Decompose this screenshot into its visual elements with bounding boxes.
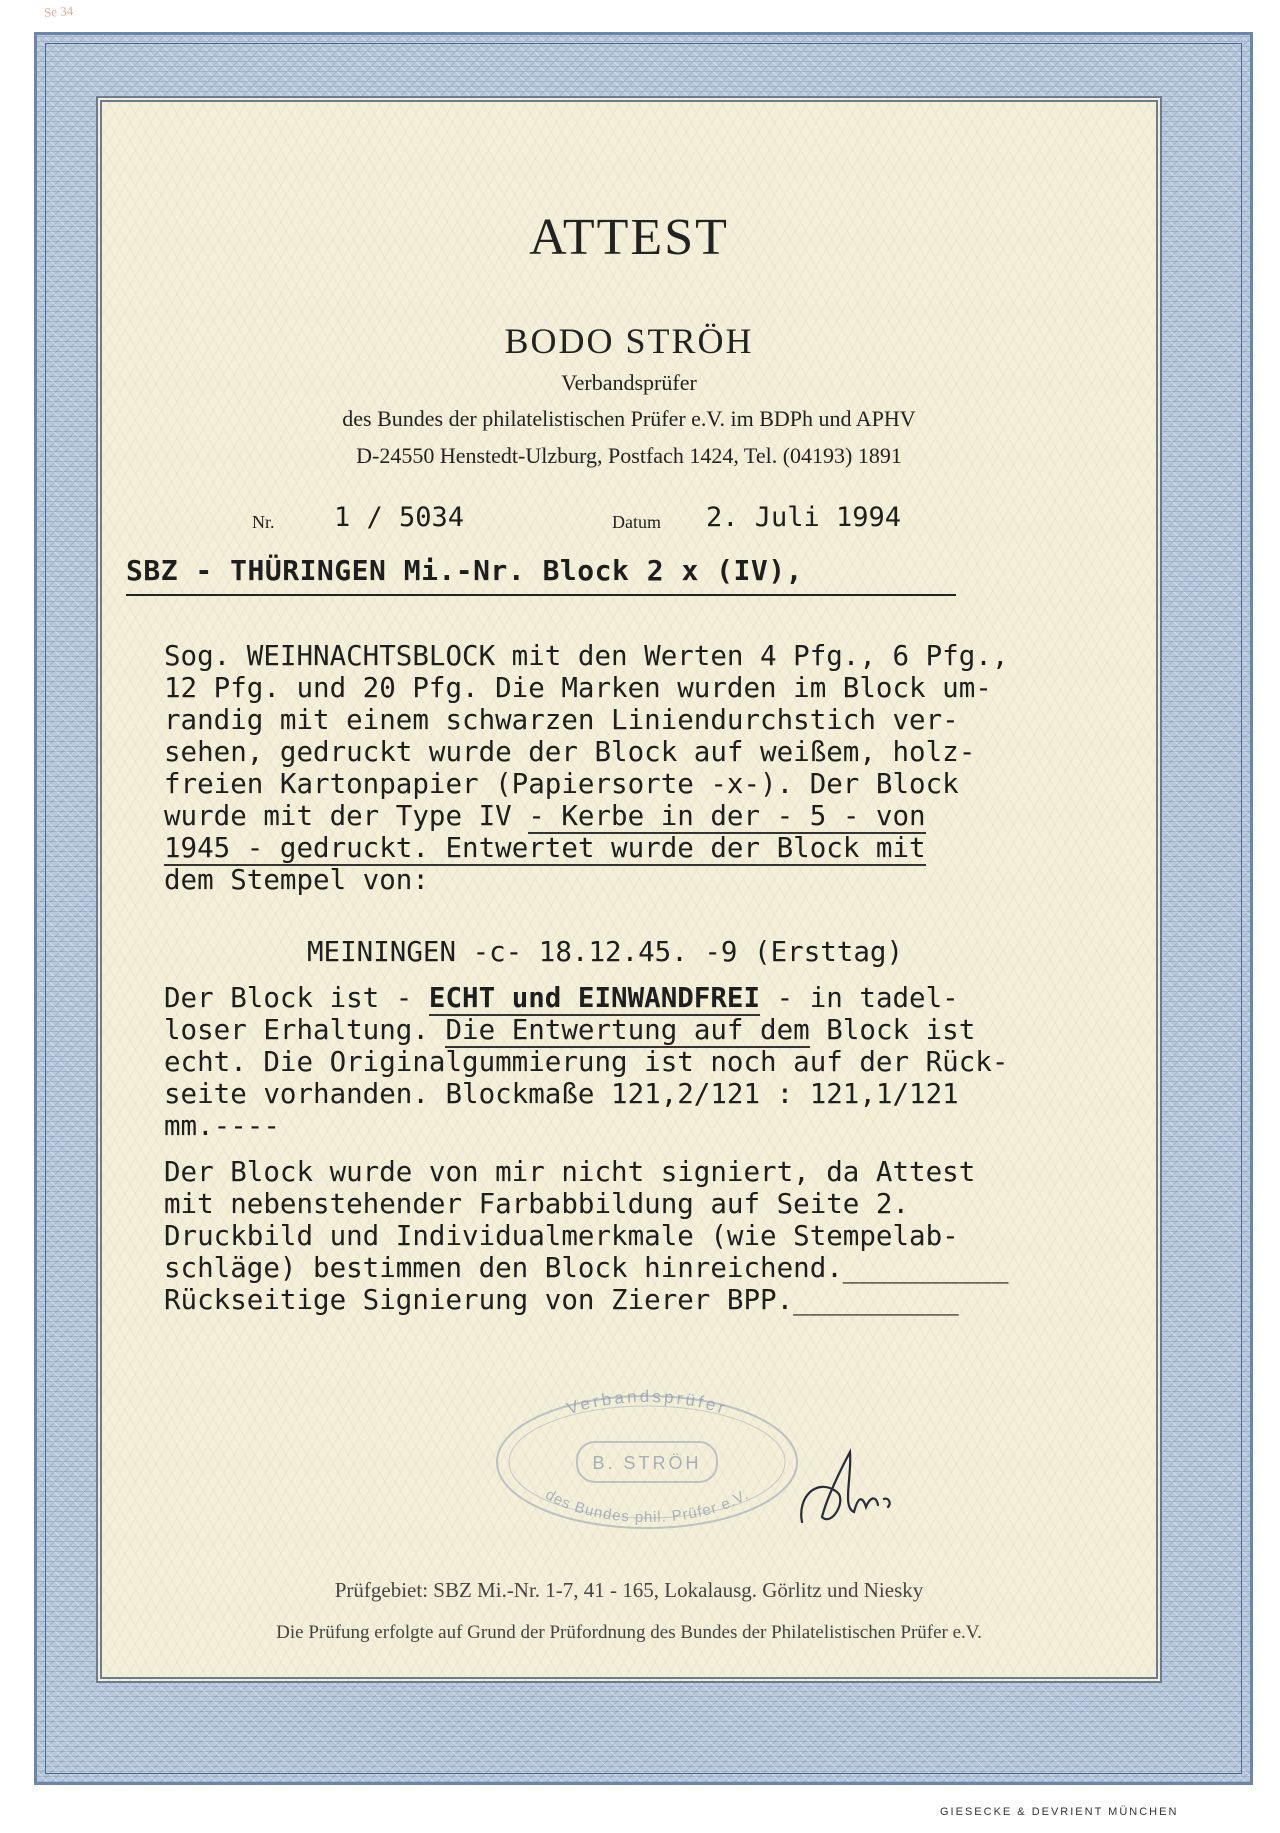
date-value: 2. Juli 1994 xyxy=(706,502,902,533)
sig-line-2: mit nebenstehender Farbabbildung auf Seite 2. xyxy=(164,1188,910,1220)
cond-line-2c: Block ist xyxy=(809,1014,976,1046)
desc-line-7b: gedruckt. Entwertet wurde der Block mit xyxy=(263,832,926,864)
nr-value: 1 / 5034 xyxy=(334,502,465,533)
certificate-title: ATTEST xyxy=(529,209,729,266)
cond-line-1c: - in tadel- xyxy=(760,982,959,1014)
verdict-echt: ECHT und EINWANDFREI xyxy=(428,982,761,1014)
sig-line-3: Druckbild und Individualmerkmale (wie Stempelab- xyxy=(164,1220,959,1252)
cond-line-1a: Der Block ist - xyxy=(164,982,429,1014)
stamp-bottom-text: des Bundes phil. Prüfer e.V. xyxy=(542,1486,752,1527)
desc-line-7 xyxy=(164,832,1008,864)
stamp-heading: SBZ - THÜRINGEN Mi.-Nr. Block 2 x (IV), xyxy=(126,554,803,587)
examiner-stamp xyxy=(482,1382,812,1532)
heading-underline xyxy=(126,594,956,596)
svg-text:Verbandsprüfer xyxy=(564,1387,729,1418)
issuer-address: D-24550 Henstedt-Ulzburg, Postfach 1424, Tel. (04193) 1891 xyxy=(356,443,902,468)
issuer-role: Verbandsprüfer xyxy=(561,370,697,395)
desc-line-2: 12 Pfg. und 20 Pfg. Die Marken wurden im Block um- xyxy=(164,672,992,704)
postmark-line: MEININGEN -c- 18.12.45. -9 (Ersttag) xyxy=(307,936,904,968)
nr-label: Nr. xyxy=(252,512,275,532)
desc-line-4: sehen, gedruckt wurde der Block auf weißem, holz- xyxy=(164,736,976,768)
cond-line-3: echt. Die Originalgummierung ist noch auf der Rück- xyxy=(164,1046,1009,1078)
handwritten-signature xyxy=(792,1437,922,1547)
printer-imprint: GIESECKE & DEVRIENT MÜNCHEN xyxy=(940,1806,1179,1818)
certificate-paper xyxy=(96,96,1162,1683)
desc-line-5: freien Kartonpapier (Papiersorte -x-). Der Block xyxy=(164,768,959,800)
issuer-name: BODO STRÖH xyxy=(504,321,754,361)
cond-line-2 xyxy=(164,1014,1008,1046)
sig-line-4: schläge) bestimmen den Block hinreichend.__________ xyxy=(164,1252,1009,1284)
cond-line-5: mm.---- xyxy=(164,1110,280,1142)
cond-line-1 xyxy=(164,982,1008,1014)
sig-line-1: Der Block wurde von mir nicht signiert, da Attest xyxy=(164,1156,976,1188)
footer-regulation: Die Prüfung erfolgte auf Grund der Prüfordnung des Bundes der Philatelistischen Prüfer e.V. xyxy=(276,1622,982,1643)
signature-paragraph xyxy=(164,1156,1008,1316)
footer-scope: Prüfgebiet: SBZ Mi.-Nr. 1-7, 41 - 165, Lokalausg. Görlitz und Niesky xyxy=(334,1578,924,1602)
desc-line-6a: wurde mit der Type IV xyxy=(164,800,529,832)
description-paragraph xyxy=(164,640,1008,896)
stamp-center-text: B. STRÖH xyxy=(592,1453,702,1473)
desc-line-6b: - Kerbe in der - 5 - von xyxy=(528,800,926,832)
desc-line-1: Sog. WEIHNACHTSBLOCK mit den Werten 4 Pfg., 6 Pfg., xyxy=(164,640,1009,672)
desc-line-3: randig mit einem schwarzen Liniendurchstich ver- xyxy=(164,704,959,736)
desc-line-8: dem Stempel von: xyxy=(164,864,429,896)
cond-line-2a: loser Erhaltung. xyxy=(164,1014,446,1046)
sig-line-5: Rückseitige Signierung von Zierer BPP.__________ xyxy=(164,1284,959,1316)
desc-line-6 xyxy=(164,800,1008,832)
cond-line-4: seite vorhanden. Blockmaße 121,2/121 : 121,1/121 xyxy=(164,1078,959,1110)
corner-pencil-note: Se 34 xyxy=(43,2,74,21)
issuer-association: des Bundes der philatelistischen Prüfer e.V. im BDPh und APHV xyxy=(342,406,916,431)
date-label: Datum xyxy=(612,512,661,532)
desc-line-7a: 1945 - xyxy=(164,832,264,864)
stamp-top-text: Verbandsprüfer xyxy=(564,1386,730,1419)
condition-paragraph xyxy=(164,982,1008,1142)
cond-line-2b: Die Entwertung auf dem xyxy=(445,1014,810,1046)
